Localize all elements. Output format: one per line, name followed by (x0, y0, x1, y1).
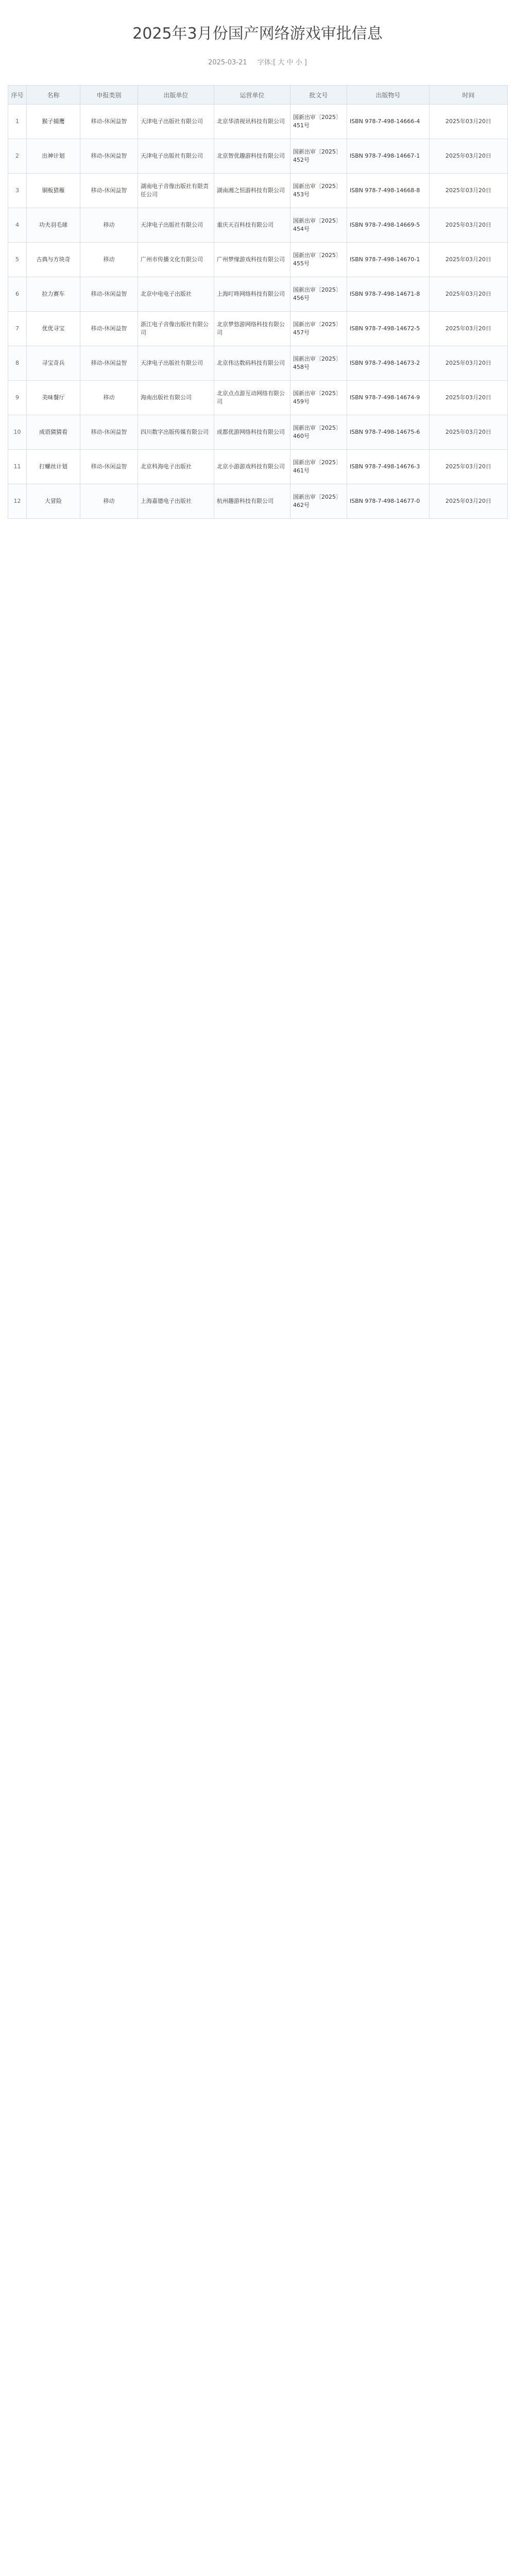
approval-table (8, 85, 508, 519)
table-row (8, 208, 508, 243)
table-row (8, 105, 508, 139)
header-approval: 批文号 (290, 86, 347, 105)
cell-index: 2 (8, 139, 27, 174)
table-row (8, 139, 508, 174)
table-row (8, 415, 508, 450)
cell-isbn: ISBN 978-7-498-14666-4 (347, 105, 430, 139)
cell-name: 功夫羽毛球 (27, 208, 80, 243)
cell-category: 移动-休闲益智 (80, 105, 138, 139)
cell-isbn: ISBN 978-7-498-14673-2 (347, 346, 430, 381)
cell-approval: 国新出审〔2025〕451号 (290, 105, 347, 139)
header-index: 序号 (8, 86, 27, 105)
cell-date: 2025年03月20日 (430, 450, 508, 484)
cell-name: 成语猜猜看 (27, 415, 80, 450)
cell-category: 移动 (80, 381, 138, 415)
cell-isbn: ISBN 978-7-498-14677-0 (347, 484, 430, 519)
table-row (8, 174, 508, 208)
cell-publisher: 天津电子出版社有限公司 (138, 139, 214, 174)
cell-isbn: ISBN 978-7-498-14667-1 (347, 139, 430, 174)
header-publisher: 出版单位 (138, 86, 214, 105)
cell-date: 2025年03月20日 (430, 243, 508, 277)
cell-index: 12 (8, 484, 27, 519)
header-name: 名称 (27, 86, 80, 105)
table-body (8, 105, 508, 519)
cell-date: 2025年03月20日 (430, 105, 508, 139)
cell-approval: 国新出审〔2025〕455号 (290, 243, 347, 277)
cell-name: 拉力赛车 (27, 277, 80, 312)
cell-index: 8 (8, 346, 27, 381)
table-row (8, 381, 508, 415)
cell-date: 2025年03月20日 (430, 277, 508, 312)
cell-operator: 北京小游游戏科技有限公司 (214, 450, 290, 484)
cell-publisher: 天津电子出版社有限公司 (138, 208, 214, 243)
cell-operator: 北京伟达数码科技有限公司 (214, 346, 290, 381)
cell-isbn: ISBN 978-7-498-14675-6 (347, 415, 430, 450)
cell-publisher: 海南出版社有限公司 (138, 381, 214, 415)
cell-operator: 上海叮咚网络科技有限公司 (214, 277, 290, 312)
cell-publisher: 天津电子出版社有限公司 (138, 346, 214, 381)
table-header-row (8, 86, 508, 105)
cell-name: 美味餐厅 (27, 381, 80, 415)
cell-isbn: ISBN 978-7-498-14672-5 (347, 312, 430, 346)
cell-date: 2025年03月20日 (430, 415, 508, 450)
cell-isbn: ISBN 978-7-498-14676-3 (347, 450, 430, 484)
cell-name: 寻宝奇兵 (27, 346, 80, 381)
cell-name: 大冒险 (27, 484, 80, 519)
cell-date: 2025年03月20日 (430, 174, 508, 208)
cell-category: 移动-休闲益智 (80, 139, 138, 174)
cell-publisher: 北京科海电子出版社 (138, 450, 214, 484)
cell-category: 移动-休闲益智 (80, 450, 138, 484)
cell-operator: 重庆天百科技有限公司 (214, 208, 290, 243)
cell-index: 5 (8, 243, 27, 277)
cell-approval: 国新出审〔2025〕453号 (290, 174, 347, 208)
cell-date: 2025年03月20日 (430, 208, 508, 243)
cell-name: 优优寻宝 (27, 312, 80, 346)
cell-name: 出神计划 (27, 139, 80, 174)
table-row (8, 346, 508, 381)
page-title: 2025年3月份国产网络游戏审批信息 (132, 25, 383, 43)
cell-operator: 杭州趣游科技有限公司 (214, 484, 290, 519)
table-row (8, 484, 508, 519)
header-date: 时间 (430, 86, 508, 105)
cell-isbn: ISBN 978-7-498-14674-9 (347, 381, 430, 415)
cell-index: 7 (8, 312, 27, 346)
cell-publisher: 广州市传播文化有限公司 (138, 243, 214, 277)
cell-approval: 国新出审〔2025〕452号 (290, 139, 347, 174)
publish-date: 2025-03-21 (208, 59, 247, 66)
cell-approval: 国新出审〔2025〕457号 (290, 312, 347, 346)
cell-isbn: ISBN 978-7-498-14669-5 (347, 208, 430, 243)
cell-name: 打螺丝计划 (27, 450, 80, 484)
cell-operator: 北京智优趣游科技有限公司 (214, 139, 290, 174)
cell-approval: 国新出审〔2025〕454号 (290, 208, 347, 243)
cell-approval: 国新出审〔2025〕461号 (290, 450, 347, 484)
cell-index: 11 (8, 450, 27, 484)
cell-category: 移动 (80, 484, 138, 519)
cell-approval: 国新出审〔2025〕458号 (290, 346, 347, 381)
cell-name: 猴子捕鹰 (27, 105, 80, 139)
cell-date: 2025年03月20日 (430, 484, 508, 519)
cell-index: 10 (8, 415, 27, 450)
cell-publisher: 四川数字出版传媒有限公司 (138, 415, 214, 450)
cell-publisher: 浙江电子音像出版社有限公司 (138, 312, 214, 346)
cell-approval: 国新出审〔2025〕462号 (290, 484, 347, 519)
cell-index: 1 (8, 105, 27, 139)
cell-category: 移动 (80, 243, 138, 277)
table-row (8, 312, 508, 346)
cell-date: 2025年03月20日 (430, 381, 508, 415)
cell-operator: 成都优游网络科技有限公司 (214, 415, 290, 450)
header-operator: 运营单位 (214, 86, 290, 105)
cell-category: 移动 (80, 208, 138, 243)
cell-name: 铜板猎雁 (27, 174, 80, 208)
cell-operator: 北京梦悠游网络科技有限公司 (214, 312, 290, 346)
cell-operator: 北京华清视讯科技有限公司 (214, 105, 290, 139)
cell-date: 2025年03月20日 (430, 346, 508, 381)
cell-publisher: 天津电子出版社有限公司 (138, 105, 214, 139)
cell-operator: 广州梦缘游戏科技有限公司 (214, 243, 290, 277)
cell-approval: 国新出审〔2025〕460号 (290, 415, 347, 450)
cell-name: 古典与方块奇 (27, 243, 80, 277)
cell-publisher: 上海嘉德电子出版社 (138, 484, 214, 519)
cell-category: 移动-休闲益智 (80, 346, 138, 381)
cell-date: 2025年03月20日 (430, 312, 508, 346)
article-meta (0, 47, 515, 77)
cell-approval: 国新出审〔2025〕459号 (290, 381, 347, 415)
font-size-control[interactable]: 字体:[ 大 中 小 ] (257, 59, 307, 66)
cell-isbn: ISBN 978-7-498-14670-1 (347, 243, 430, 277)
header-category: 申报类别 (80, 86, 138, 105)
table-row (8, 243, 508, 277)
cell-index: 9 (8, 381, 27, 415)
header-isbn: 出版物号 (347, 86, 430, 105)
cell-category: 移动-休闲益智 (80, 277, 138, 312)
cell-index: 4 (8, 208, 27, 243)
cell-category: 移动-休闲益智 (80, 415, 138, 450)
cell-index: 3 (8, 174, 27, 208)
cell-publisher: 北京中电电子出版社 (138, 277, 214, 312)
cell-date: 2025年03月20日 (430, 139, 508, 174)
cell-operator: 湖南湘之恒游科技有限公司 (214, 174, 290, 208)
cell-category: 移动-休闲益智 (80, 312, 138, 346)
cell-category: 移动-休闲益智 (80, 174, 138, 208)
table-row (8, 450, 508, 484)
cell-isbn: ISBN 978-7-498-14671-8 (347, 277, 430, 312)
cell-approval: 国新出审〔2025〕456号 (290, 277, 347, 312)
cell-isbn: ISBN 978-7-498-14668-8 (347, 174, 430, 208)
cell-publisher: 湖南电子音像出版社有限责任公司 (138, 174, 214, 208)
table-row (8, 277, 508, 312)
cell-index: 6 (8, 277, 27, 312)
cell-operator: 北京点点游互动网络有限公司 (214, 381, 290, 415)
